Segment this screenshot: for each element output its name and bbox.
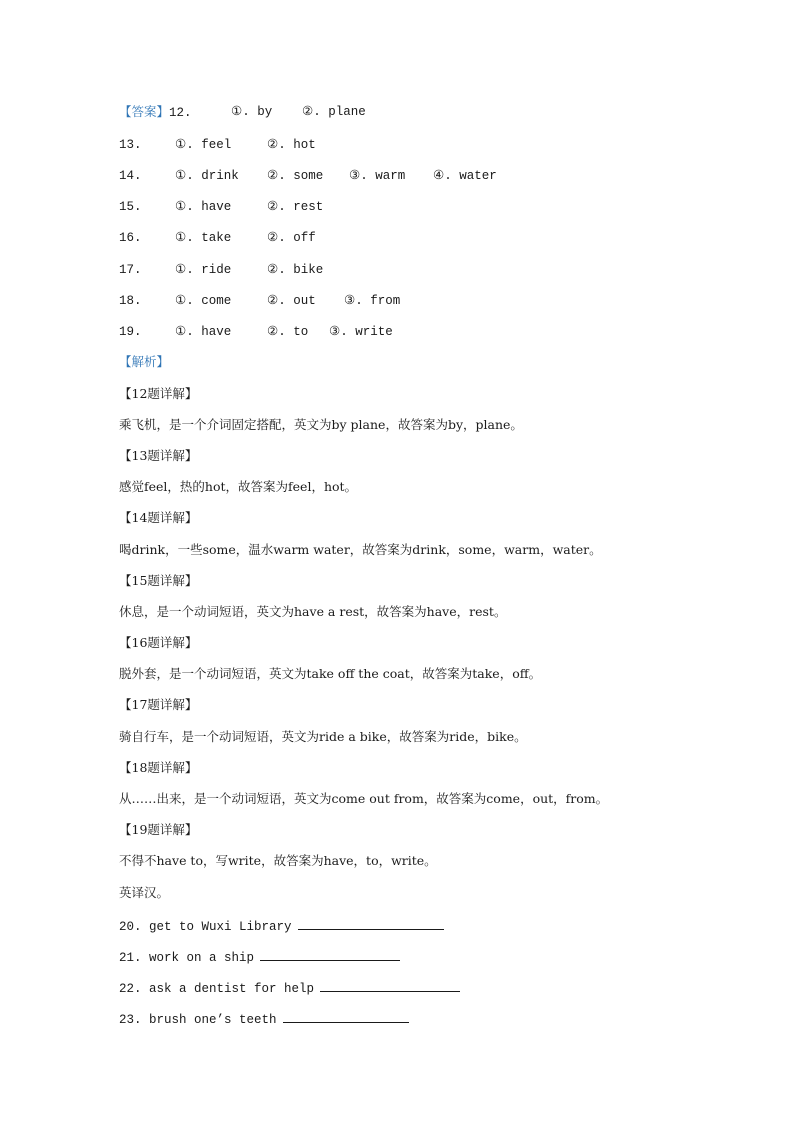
answer-item: ①. take (175, 231, 232, 245)
question-20 (119, 917, 444, 935)
analysis-tag: 【解析】 (119, 354, 170, 369)
detail-text: 休息，是一个动词短语，英文为have a rest，故答案为have，rest。 (119, 604, 507, 619)
answer-line-14 (119, 168, 497, 184)
answer-number: 19. (119, 325, 142, 339)
question-23 (119, 1010, 409, 1028)
detail-heading: 【18题详解】 (119, 760, 198, 775)
answer-number: 17. (119, 263, 142, 277)
answer-line-17 (119, 262, 324, 278)
answer-item: ③. warm (349, 169, 406, 183)
answer-item: ②. to (267, 325, 309, 339)
detail-heading: 【14题详解】 (119, 510, 198, 525)
answer-item: ②. some (267, 169, 324, 183)
detail-text: 骑自行车，是一个动词短语，英文为ride a bike，故答案为ride，bike。 (119, 729, 527, 744)
answer-item: ②. rest (267, 200, 324, 214)
answer-blank[interactable] (260, 948, 400, 961)
detail-heading: 【13题详解】 (119, 448, 198, 463)
answer-line-19 (119, 324, 393, 340)
answer-item: ①. by (231, 105, 273, 119)
section-title: 英译汉。 (119, 885, 170, 900)
detail-heading: 【12题详解】 (119, 386, 198, 401)
answer-item: ②. plane (302, 105, 366, 119)
answer-blank[interactable] (298, 917, 444, 930)
answer-tag: 【答案】 (119, 104, 170, 119)
answer-number: 14. (119, 169, 142, 183)
question-21 (119, 948, 400, 966)
answer-number: 18. (119, 294, 142, 308)
answer-item: ②. hot (267, 138, 316, 152)
answer-item: ②. out (267, 294, 316, 308)
detail-text: 不得不have to，写write，故答案为have，to，write。 (119, 853, 437, 868)
detail-text: 脱外套，是一个动词短语，英文为take off the coat，故答案为take，off。 (119, 666, 542, 681)
answer-item: ②. bike (267, 263, 324, 277)
answer-item: ③. from (344, 294, 401, 308)
answer-item: ③. write (329, 325, 393, 339)
detail-text: 感觉feel，热的hot，故答案为feel，hot。 (119, 479, 358, 494)
detail-text: 从……出来，是一个动词短语，英文为come out from，故答案为come，out，from。 (119, 791, 609, 806)
answer-number: 15. (119, 200, 142, 214)
answer-line-12 (119, 104, 366, 121)
answer-item: ②. off (267, 231, 316, 245)
question-22 (119, 979, 460, 997)
answer-item: ①. have (175, 200, 232, 214)
answer-item: ①. feel (175, 138, 232, 152)
question-text: 23. brush one’s teeth (119, 1013, 277, 1027)
detail-text: 喝drink，一些some，温水warm water，故答案为drink，some，warm，water。 (119, 542, 602, 557)
question-text: 22. ask a dentist for help (119, 982, 315, 996)
answer-item: ①. ride (175, 263, 232, 277)
answer-line-16 (119, 230, 316, 246)
detail-heading: 【16题详解】 (119, 635, 198, 650)
answer-line-13 (119, 137, 316, 153)
answer-item: ①. come (175, 294, 232, 308)
answer-number: 16. (119, 231, 142, 245)
detail-text: 乘飞机，是一个介词固定搭配，英文为by plane，故答案为by，plane。 (119, 417, 523, 432)
answer-number: 12. (169, 106, 192, 120)
answer-item: ①. have (175, 325, 232, 339)
answer-number: 13. (119, 138, 142, 152)
answer-item: ①. drink (175, 169, 239, 183)
answer-blank[interactable] (320, 979, 460, 992)
answer-line-15 (119, 199, 324, 215)
question-text: 20. get to Wuxi Library (119, 920, 292, 934)
detail-heading: 【19题详解】 (119, 822, 198, 837)
answer-blank[interactable] (283, 1010, 409, 1023)
answer-line-18 (119, 293, 401, 309)
question-text: 21. work on a ship (119, 951, 255, 965)
detail-heading: 【15题详解】 (119, 573, 198, 588)
detail-heading: 【17题详解】 (119, 697, 198, 712)
answer-item: ④. water (433, 169, 497, 183)
